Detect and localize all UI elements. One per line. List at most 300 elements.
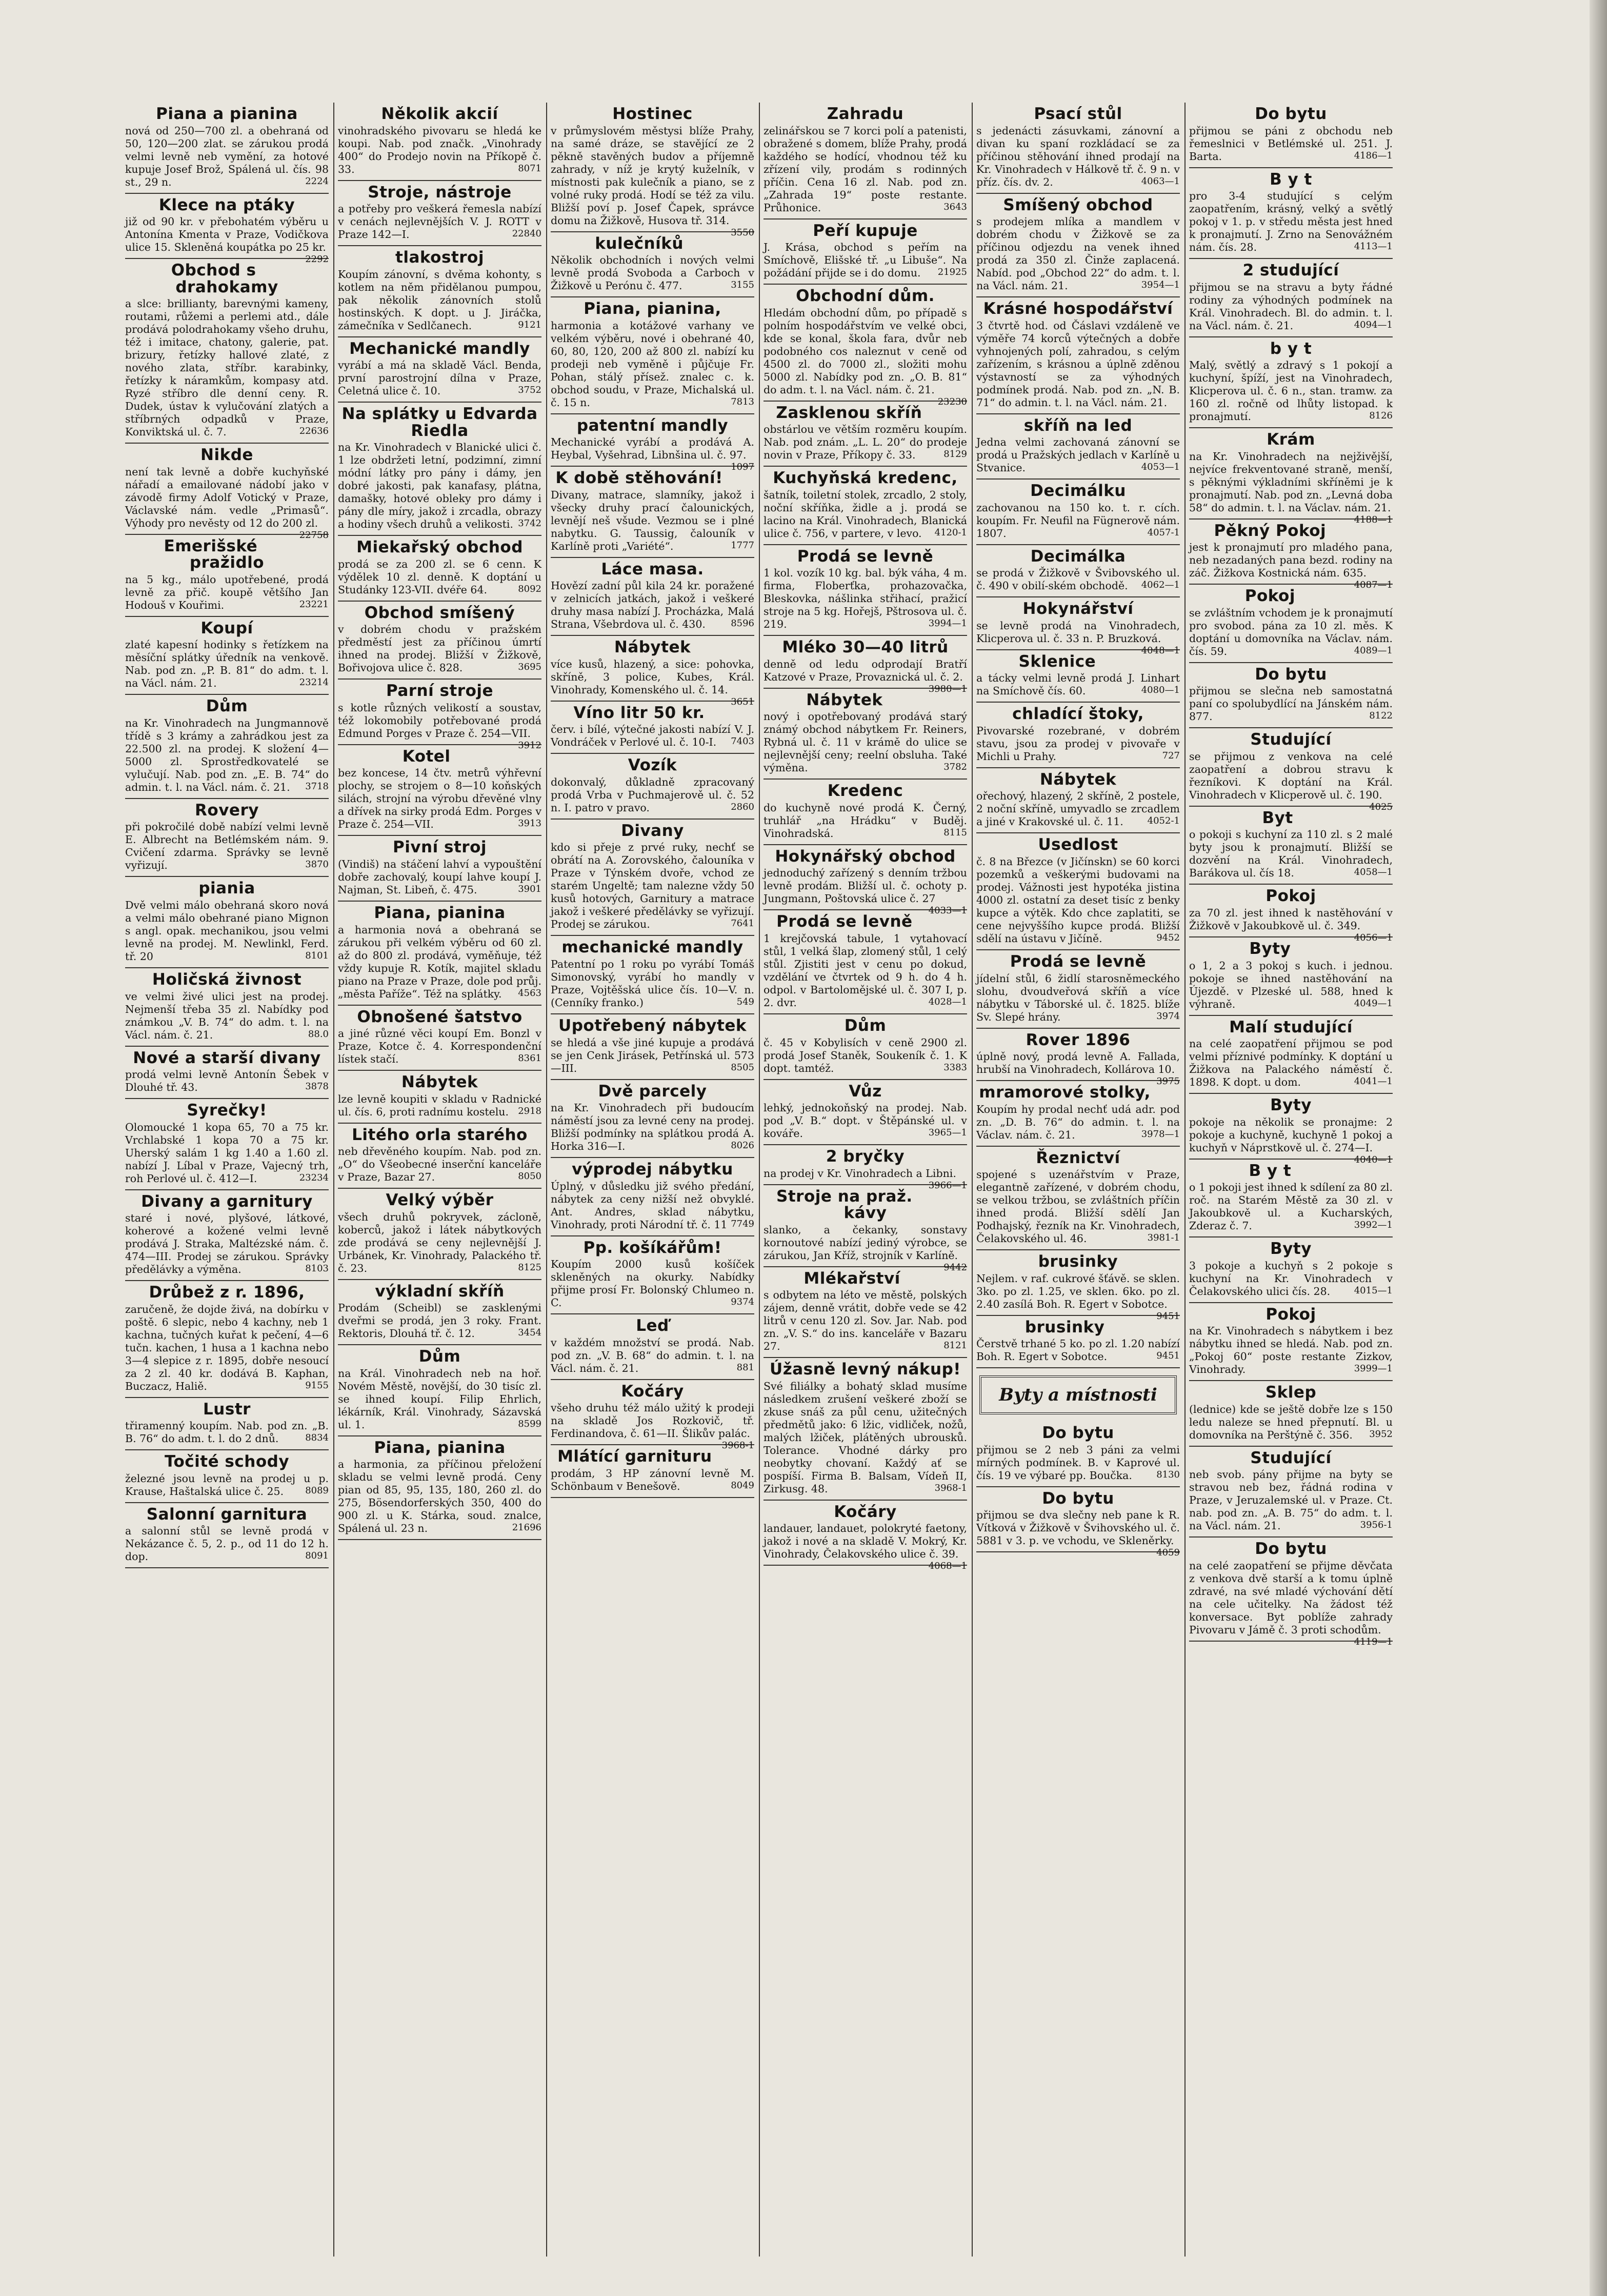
ad-number: 4119—1 (1354, 1636, 1393, 1647)
classified-ad (125, 103, 329, 194)
ad-text (976, 972, 1180, 1024)
ad-number: 4033—1 (928, 905, 967, 916)
ad-title: Nábytek (401, 1073, 478, 1092)
ad-title: Peří kupuje (813, 221, 918, 240)
classified-ad (125, 968, 329, 1047)
ad-text (764, 1223, 967, 1273)
ad-number: 8596 (731, 618, 754, 629)
ad-number: 4113—1 (1354, 241, 1393, 252)
ad-text (1189, 281, 1393, 332)
classified-ad (338, 1436, 541, 1541)
ad-body: Koupím zánovní, s dvěma kohonty, s kotlem na něm přidělanou pumpou, pak několik zánovních stolů hostinských. K dopt. u J. Jiráčka, zámečníka v Sedlčanech. (338, 268, 541, 332)
ad-number: 8049 (731, 1480, 754, 1491)
classified-ad (551, 297, 754, 414)
ad-body: ořechový, hlazený, 2 skříně, 2 postele, 2 noční skříně, umyvadlo se zrcadlem a jiné v Krakovské ul. č. 11. (976, 790, 1180, 828)
classified-ad (1189, 337, 1393, 429)
column-divider (333, 103, 334, 2257)
ad-title: Víno litr 50 kr. (573, 703, 705, 722)
ad-title: Pp. košíkářům! (583, 1238, 722, 1257)
ad-text (125, 573, 329, 612)
ad-number: 3965—1 (928, 1127, 967, 1139)
ad-body: dokonvalý, důkladně zpracovaný prodá Vrba v Puchmajerově ul. č. 52 n. I. patro v pravo. (551, 775, 754, 814)
ad-body: zachovanou na 150 ko. t. r. cích. koupím. Fr. Neufil na Fügnerově nám. 1807. (976, 501, 1180, 540)
section-heading-box: Byty a místnosti (979, 1375, 1177, 1414)
ad-text (976, 1050, 1180, 1087)
ad-number: 4025 (1369, 801, 1393, 812)
ad-body: Čerstvě trhané 5 ko. po zl. 1.20 nabízí Boh. R. Egert v Sobotce. (976, 1337, 1180, 1363)
ad-title: piania (198, 879, 255, 898)
classified-ad (125, 1190, 329, 1282)
ad-title: Obnošené šatstvo (357, 1007, 523, 1026)
ad-body: Divany, matrace, slamníky, jakož i všecky druhy prací čalounických, levnějí neš všude. Vezmou se i plné nabytku. G. Taussig, čalouník v Karlíně proti „Variété“. (551, 488, 754, 552)
ad-number: 8599 (518, 1418, 541, 1429)
ad-body: pokoje na několik se pronajme: 2 pokoje a kuchyně, kuchyně 1 pokoj a kuchyň v Náprstkově ul. č. 274—I. (1189, 1115, 1393, 1154)
ad-title: Láce masa. (601, 560, 704, 578)
ad-body: Hovězí zadní půl kila 24 kr. poražené v zelnicích jatkách, jakož i veškeré druhy masa nabízí J. Procházka, Malá Strana, Všebrdova ul. č. 430. (551, 580, 754, 631)
ad-text (551, 1258, 754, 1309)
classified-ad (976, 1250, 1180, 1322)
ad-body: neb dřevěného koupím. Nab. pod zn. „O“ do Všeobecné inserční kanceláře v Praze, Bazar 27. (338, 1145, 541, 1184)
ad-title: Nikde (200, 446, 253, 465)
ad-title: 2 studující (1242, 261, 1339, 280)
classified-ad (551, 1445, 754, 1498)
column-divider (759, 103, 760, 2257)
classified-ad (764, 1014, 967, 1080)
ad-number: 8505 (731, 1062, 754, 1073)
ad-body: Pivovarské rozebrané, v dobrém stavu, jsou za prodej v pivovaře v Michli u Prahy. (976, 724, 1180, 763)
ad-body: v každém množství se prodá. Nab. pod zn. „V. B. 68“ do admin. t. l. na Václ. nám. č. 21. (551, 1336, 754, 1374)
ad-number: 4028—1 (928, 996, 967, 1008)
ad-text (338, 1367, 541, 1431)
ad-number: 22840 (512, 228, 541, 239)
ad-text (551, 124, 754, 238)
ad-text (125, 1212, 329, 1276)
ad-body: o 1 pokoji jest ihned k sdílení za 80 zl. roč. na Starém Městě za 30 zl. v Jakoubkově ul. a Kucharských, Zderaz č. 7. (1189, 1181, 1393, 1232)
ad-body: v dobrém chodu v pražském předměstí jest za příčinou úmrtí ihned na prodej. Bližší v Žižkově, Bořivojova ulice č. 828. (338, 623, 541, 674)
ad-title: Kočáry (834, 1502, 897, 1521)
ad-body: nová od 250—700 zl. a obehraná od 50, 120—200 zlat. se zárukou prodá velmi levně neb vymění, za hotové kupuje Josef Brož, Spálená ul. čís. 98 st., 29 n. (125, 124, 329, 188)
ad-number: 3155 (731, 279, 754, 291)
classified-ad (125, 444, 329, 541)
ad-text (1189, 1403, 1393, 1442)
ad-number: 3954—1 (1141, 279, 1180, 291)
classified-ad (125, 1503, 329, 1569)
ad-body: se levně prodá na Vinohradech, Klicperova ul. č. 33 n. P. Bruzková. (976, 619, 1180, 645)
classified-ad (338, 836, 541, 902)
ad-title: Syrečky! (187, 1101, 267, 1120)
classified-ad (764, 285, 967, 407)
classified-ad (1189, 520, 1393, 591)
classified-ad (1189, 103, 1393, 168)
ad-title: Krám (1267, 430, 1315, 449)
ad-number: 4059 (1156, 1547, 1180, 1559)
ad-number: 8122 (1369, 710, 1393, 722)
ad-text (976, 1168, 1180, 1245)
classified-ad (976, 297, 1180, 414)
classified-ad (125, 194, 329, 265)
classified-ad (338, 1006, 541, 1071)
ad-text (125, 1525, 329, 1563)
ad-text (764, 802, 967, 840)
ad-body: se zvláštním vchodem je k pronajmutí pro svobod. pána za 10 zl. měs. K doptání u domovníka na Václav. nám. čís. 59. (1189, 606, 1393, 657)
ad-title: Prodá se levně (797, 547, 934, 566)
ad-title: Do bytu (1255, 1540, 1327, 1559)
ad-text (764, 1522, 967, 1572)
classified-ad (764, 780, 967, 845)
classified-ad (551, 1380, 754, 1451)
ad-body: Úplný, v důsledku již svého předání, nábytek za ceny nižší než obvyklé. Ant. Andres, sklad nábytku, Vinohrady, proti Národní tř. č. 11 (551, 1180, 754, 1231)
ad-number: 2860 (731, 801, 754, 812)
ad-body: (lednice) kde se ještě dobře lze s 150 ledu naleze se hned přepnutí. Bl. u domovníka na Perštýně č. 356. (1189, 1403, 1393, 1441)
ad-number: 3994—1 (928, 618, 967, 629)
classified-ad (338, 1345, 541, 1436)
ad-text (338, 1027, 541, 1066)
classified-ad (764, 545, 967, 636)
column-divider (1184, 103, 1186, 2257)
ad-number: 3901 (518, 884, 541, 895)
ad-title: Piana, pianina, (584, 300, 721, 318)
ad-number: 1777 (731, 540, 754, 551)
ad-number: 3651 (731, 696, 754, 707)
ad-number: 3978—1 (1141, 1128, 1180, 1140)
ad-text (551, 1180, 754, 1231)
ad-title: Koupí (200, 618, 253, 637)
classified-ad (1189, 1016, 1393, 1094)
classified-ad (976, 768, 1180, 834)
ad-body: nový i opotřebovaný prodává starý známý obchod nábytkem Fr. Reiners, Rybná ul. č. 11 v krámě do ulice se nejlevnější ceny; reelní obsluha. Také výměna. (764, 710, 967, 774)
ad-text (551, 958, 754, 1009)
classified-ad (976, 1316, 1180, 1369)
column-6 (1187, 103, 1395, 2257)
ad-body: se hledá a vše jiné kupuje a prodává se jen Cenk Jirásek, Petřínská ul. 573—III. (551, 1036, 754, 1074)
ad-text (976, 567, 1180, 592)
ad-number: 21696 (512, 1522, 541, 1533)
ad-body: a jiné různé věci koupí Em. Bonzl v Praze, Kotce č. 4. Korrespondenční lístek stačí. (338, 1027, 541, 1066)
ad-title: Hokynářství (1022, 600, 1134, 618)
ad-title: B y t (1270, 170, 1312, 189)
ad-body: na Král. Vinohradech neb na hoř. Novém Městě, novější, do 30 tisíc zl. se ihned koupí. Filip Ehrlich, lékárník, Král. Vinohrady, Sázavská ul. 1. (338, 1367, 541, 1431)
ad-body: a tácky velmi levně prodá J. Linhart na Smíchově čís. 60. (976, 672, 1180, 697)
ad-number: 22758 (299, 529, 329, 541)
classified-ad (551, 1236, 754, 1315)
ad-number: 4049—1 (1354, 997, 1393, 1009)
ad-number: 3782 (943, 762, 967, 773)
classified-ad (125, 259, 329, 444)
ad-text (976, 1444, 1180, 1482)
ad-title: Dvě parcely (598, 1082, 707, 1101)
ad-title: Malí studující (1229, 1017, 1353, 1036)
ad-number: 3999—1 (1354, 1363, 1393, 1374)
classified-ad (764, 636, 967, 694)
ad-number: 4063—1 (1141, 175, 1180, 187)
classified-ad (976, 650, 1180, 703)
ad-body: pro 3-4 studující s celým zaopatřením, krásný, velký a světlý pokoj v 1. p. v středu města jest hned k pronajmutí. J. Zrno na Senovážném nám. čís. 28. (1189, 190, 1393, 254)
ad-number: 3974 (1156, 1010, 1180, 1022)
classified-ad (976, 1487, 1180, 1559)
ad-number: 4186—1 (1354, 150, 1393, 161)
ad-text (764, 423, 967, 462)
ad-body: Nejlem. v raf. cukrové šťávě. se sklen. 3ko. po zl. 1.25, ve sklen. 6ko. po zl. 2.40 zasílá Boh. R. Egert v Sobotce. (976, 1272, 1180, 1310)
ad-text (338, 125, 541, 176)
ad-number: 4068—1 (928, 1561, 967, 1572)
ad-title: Klece na ptáky (158, 195, 295, 214)
classified-ad (976, 1081, 1180, 1147)
ad-number: 23230 (937, 396, 967, 407)
ad-number: 7403 (731, 736, 754, 747)
ad-title: Parní stroje (386, 682, 494, 701)
ad-title: Smíšený obchod (1003, 195, 1153, 214)
classified-ad (764, 1267, 967, 1359)
ad-title: Piana, pianina (374, 1438, 506, 1457)
ad-body: na 5 kg., málo upotřebené, prodá levně za přič. koupě většího Jan Hodouš v Kouřimi. (125, 573, 329, 611)
classified-ad (764, 1501, 967, 1572)
ad-number: 8089 (305, 1485, 329, 1496)
ad-body: na Kr. Vinohradech na Jungmannově třídě s 3 krámy a zahrádkou jest za 22.500 zl. na prodej. K složení 4—5000 zl. Sprostředkovatelé se vylučují. Nab. pod zn. „E. B. 74“ do admin. t. l. na Václ. nám. č. 21. (125, 716, 329, 793)
ad-text (1189, 359, 1393, 423)
ad-body: bez koncese, 14 čtv. metrů výhřevní plochy, se strojem o 8—10 koňských silách, strojní na výrobu dřevěné vlny a dřívek na sirky prodá Edm. Porges v Praze č. 254—VII. (338, 767, 541, 831)
ad-title: Prodá se levně (1010, 952, 1147, 971)
ad-title: Holičská živnost (152, 970, 302, 989)
classified-ad (1189, 663, 1393, 729)
ad-text (551, 489, 754, 553)
ad-body: všech druhů pokryvek, zácloně, koberců, jakož i látek nábytkových zde prodává se ceny nejlevnější J. Urbánek, Kr. Vinohrady, Palackého tř. č. 23. (338, 1210, 541, 1274)
ad-number: 8092 (518, 583, 541, 594)
ad-number: 3913 (518, 818, 541, 829)
ad-body: zlaté kapesní hodinky s řetízkem na měsíční splátky úředník na venkově. Nab. pod zn. „P. B. 81“ do adm. t. l. na Václ. nám. 21. (125, 638, 329, 690)
ad-title: Pokoj (1265, 887, 1316, 906)
classified-ad (764, 1185, 967, 1273)
ad-title: Mlékařství (804, 1269, 900, 1288)
ad-number: 4053—1 (1141, 462, 1180, 473)
ad-text (125, 297, 329, 438)
ad-body: obstárlou ve větším rozměru koupím. Nab. pod znám. „L. L. 20“ do prodeje novin v Praze, Příkopy č. 33. (764, 423, 967, 462)
ad-number: 4058—1 (1354, 867, 1393, 878)
ad-body: přijmou se slečna neb samostatná paní co spolubydlící na Jánském nám. 877. (1189, 685, 1393, 723)
ad-number: 3550 (731, 227, 754, 238)
ad-text (1189, 125, 1393, 163)
ad-number: 8125 (518, 1262, 541, 1273)
classified-ad (976, 414, 1180, 480)
ad-body: na celé zaopatření se přijme děvčata z venkova dvě starší a k tomu úplně zdravé, na své mladé výchování dětí na cele učitelky. Na žádost též konversace. Byt poblíže zahrady Pivovaru v Jámě č. 3 proti schodům. (1189, 1559, 1393, 1636)
ad-title: Decimálku (1030, 482, 1126, 501)
classified-ad (976, 103, 1180, 194)
ad-title: Pivní stroj (392, 838, 487, 857)
classified-ad (976, 597, 1180, 656)
ad-body: přijmou se na stravu a byty řádné rodiny za výhodných podmínek na Král. Vinohradech. Bl. do admin. t. l. na Václ. nám. č. 21. (1189, 281, 1393, 332)
ad-title: Drůbež z r. 1896, (149, 1283, 305, 1302)
ad-body: harmonia a kotážové varhany ve velkém výběru, nové i obehrané 40, 60, 80, 120, 200 až 800 zl. nabízí ku prodeji neb vyměně i půjčuje Fr. Pohan, stálý přísež. znalec c. k. obchod soudu, v Praze, Michalská ul. č. 15 n. (551, 319, 754, 409)
ad-text (976, 1509, 1180, 1559)
ad-body: vinohradského pivovaru se hledá ke koupi. Nab. pod značk. „Vinohrady 400“ do Prodejo novin na Příkopě č. 33. (338, 124, 541, 175)
ad-title: Obchodní dům. (796, 287, 935, 306)
ad-number: 3752 (518, 385, 541, 396)
ad-text (125, 1068, 329, 1094)
classified-ad (1189, 885, 1393, 944)
ad-title: Kredenc (827, 782, 903, 801)
ad-text (1189, 1468, 1393, 1532)
ad-body: přijmou se páni z obchodu neb řemeslnici v Betlémské ul. 251. J. Barta. (1189, 124, 1393, 163)
classified-ad (338, 1189, 541, 1280)
ad-number: 4048—1 (1141, 645, 1180, 656)
ad-number: 3454 (518, 1327, 541, 1339)
ad-body: jídelní stůl, 6 židlí starosněmeckého slohu, dvoudveřová skříň a více nábytku v Táborské ul. č. 1825. blíže Sv. Slepé hrány. (976, 972, 1180, 1023)
column-5 (974, 103, 1182, 2257)
ad-number: 3975 (1156, 1076, 1180, 1087)
ad-number: 3956-1 (1360, 1520, 1393, 1531)
ad-title: Nábytek (806, 690, 883, 709)
classified-ad (1189, 168, 1393, 259)
ad-number: 22636 (299, 426, 329, 437)
ad-title: 2 bryčky (826, 1147, 905, 1166)
classified-ad (551, 636, 754, 707)
classified-ad (764, 1358, 967, 1501)
classified-ad (125, 877, 329, 968)
ad-body: na Kr. Vinohradech na nejživější, nejvíce frekventované straně, menší, s pěknými výkladními skříněmi je k pronajmutí. Nab. pod zn. „Levná doba 58“ do admin. t. l. na Václav. nám. 21. (1189, 450, 1393, 514)
ad-body: do kuchyně nové prodá K. Černý, truhlář „na Hrádku“ v Buděj. Vinohradská. (764, 801, 967, 840)
ad-number: 8091 (305, 1550, 329, 1562)
ad-body: o 1, 2 a 3 pokoj s kuch. i jednou. pokoje se ihned nastěhování na Újezdě. v Plzeské ul. 588, hned k výhraně. (1189, 959, 1393, 1010)
ad-number: 8050 (518, 1171, 541, 1182)
ad-text (1189, 607, 1393, 658)
ad-body: spojené s uzenářstvím v Praze, elegantně zařízené, v dobrém chodu, se velkou tržbou, se zvláštních příčin ihned prodá. Bližší sdělí Jan Podhajský, řezník na Kr. Vinohradech, Čelakovského ul. 46. (976, 1168, 1180, 1245)
ad-title: Decimálka (1030, 547, 1126, 566)
ad-text (764, 1289, 967, 1353)
ad-number: 3952 (1369, 1428, 1393, 1440)
ad-body: vyrábí a má na skladě Václ. Benda, první parostrojní dílna v Praze, Celetná ulice č. 10. (338, 359, 541, 397)
ad-text (976, 502, 1180, 540)
ad-number: 3980—1 (928, 683, 967, 694)
ad-body: a potřeby pro veškerá řemesla nabízí v cenách nejlevnějších V. J. ROTT v Praze 142—I. (338, 203, 541, 241)
ad-title: Piana a pianina (156, 105, 298, 123)
classified-ad (551, 702, 754, 754)
ad-text (976, 672, 1180, 697)
ad-text (976, 1272, 1180, 1322)
ad-number: 8129 (943, 449, 967, 460)
ad-text (338, 359, 541, 397)
ad-body: lehký, jednokoňský na prodej. Nab. pod „V. B.“ dopt. v Štěpánské ul. v kováře. (764, 1102, 967, 1140)
ad-text (338, 1458, 541, 1535)
ad-title: Pokoj (1244, 587, 1295, 606)
classified-ad (764, 1080, 967, 1146)
ad-number: 4089—1 (1354, 645, 1393, 656)
classified-ad (1189, 1447, 1393, 1538)
ad-text (551, 723, 754, 749)
ad-body: jednoduchý zařízený s denním tržbou levně prodám. Bližší ul. č. ochoty p. Jungmann, Poštovská ulice č. 27 (764, 867, 967, 905)
ad-number: 8121 (943, 1340, 967, 1351)
classified-ad (338, 1071, 541, 1124)
classified-ad (125, 617, 329, 695)
ad-text (764, 1380, 967, 1495)
ad-body: přijmou se dva slečny neb pane k R. Vítková v Žižkově v Švihovského ul. č. 5881 v 3. p. ve vchodu, ve Skleněrky. (976, 1509, 1180, 1547)
ad-title: Obchod s drahokamy (171, 261, 278, 296)
ad-text (125, 125, 329, 189)
classified-ad (338, 181, 541, 247)
ad-number: 8103 (305, 1263, 329, 1274)
ad-text (1189, 541, 1393, 591)
ad-body: úplně nový, prodá levně A. Fallada, hrubší na Vinohradech, Kollárova 10. (976, 1050, 1180, 1076)
ad-body: všeho druhu též málo užitý k prodeji na skladě Jos Rozkovič, tř. Ferdinandova, č. 61—II. Šlikův palác. (551, 1402, 754, 1440)
ad-body: s prodejem mlíka a mandlem v dobrém chodu v Žižkově se za příčinou odjezdu na venek ihned prodá za 350 zl. Činže zaplacená. Nabíd. pod „Obchod 22“ do adm. t. l. na Václ. nám. 21. (976, 215, 1180, 292)
classified-ad (976, 1029, 1180, 1087)
ad-body: Několik obchodních i nových velmi levně prodá Svoboda a Carboch v Žižkově u Perónu č. 477. (551, 254, 754, 292)
ad-text (1189, 1559, 1393, 1647)
ad-number: 4041—1 (1354, 1076, 1393, 1087)
ad-text (338, 441, 541, 531)
ad-number: 7749 (731, 1218, 754, 1229)
ad-text (551, 436, 754, 473)
ad-title: Zahradu (827, 105, 904, 123)
column-1 (123, 103, 331, 2257)
ad-text (976, 320, 1180, 409)
ad-text (764, 932, 967, 1009)
ad-number: 7641 (731, 918, 754, 929)
classified-ad (976, 703, 1180, 768)
ad-text (1189, 828, 1393, 880)
ad-title: Prodá se levně (776, 912, 913, 931)
ad-text (338, 924, 541, 1001)
classified-ad (976, 545, 1180, 598)
ad-number: 7813 (731, 396, 754, 407)
ad-number: 2292 (305, 254, 329, 265)
ad-body: a slce: brillianty, barevnými kameny, routami, růžemi a perlemi atd., dále prodává polodrahokamy všeho druhu, též i imitace, chatony, galerie, pat. brizury, řetízky hallové zlaté, z nového zlata, stříbr. karabinky, řetízky k náramkům, kompasy atd. Ryzé stříbro dle denní ceny. R. Dudek, ústav k vylučování zlatých a stříbrných odpadků v Praze, Konviktská ul. č. 7. (125, 297, 329, 438)
ad-title: Mlátící garnituru (557, 1447, 712, 1466)
classified-ad (976, 480, 1180, 545)
ad-title: Miekařský obchod (356, 538, 523, 557)
ad-title: Stroje, nástroje (368, 183, 512, 202)
ad-text (1189, 1260, 1393, 1298)
ad-text (551, 841, 754, 931)
classified-ad (764, 219, 967, 285)
ad-body: (Vindiš) na stáčení lahví a vypouštění dobře zachovalý, koupí lahve koupí J. Najman, St. Libeň, č. 475. (338, 858, 541, 896)
ad-body: prodá velmi levně Antonín Šebek v Dlouhé tř. 43. (125, 1068, 329, 1094)
ad-text (1189, 1181, 1393, 1232)
ad-body: Hledám obchodní dům, po případě s polním hospodářstvím ve velké obci, kde se konal, škola fara, dvůr neb podobného cos naleznut v ceně od 4500 zl. do 7000 zl., složiti mohu 5000 zl. Nabídky pod zn. „O. B. 81“ do adm. t. l. na Václ. nám. č. 21. (764, 306, 967, 396)
column-divider (972, 103, 973, 2257)
classified-ad (551, 467, 754, 558)
ad-text (976, 125, 1180, 189)
ad-body: železné jsou levně na prodej u p. Krause, Haštalská ulice č. 25. (125, 1472, 329, 1498)
ad-title: b y t (1270, 339, 1312, 358)
ad-body: 1 kol. vozík 10 kg. bal. býk váha, 4 m. firma, Floberťka, prohazovačka, Bleskovka, nášlinka střihací, pražicí stroje na 5 kg. Hořejš, Pštrosova ul. č. 219. (764, 567, 967, 631)
ad-body: lze levně koupiti v skladu v Radnické ul. čís. 6, proti radnímu kostelu. (338, 1092, 541, 1118)
ad-text (764, 1102, 967, 1140)
classified-ad (338, 337, 541, 403)
ad-number: 23221 (299, 598, 329, 610)
ad-body: 1 krejčovská tabule, 1 vytahovací stůl, 1 velká šlap, zlomený stůl, 1 celý stůl. Zjistiti jest v cenu po dokud, vzdělání ve čtvrtek od 9 h. do 4 h. odpol. v Bartolomějské ul. č. 307 I, p. 2. dvr. (764, 932, 967, 1009)
ad-title: Pokoj (1265, 1305, 1316, 1324)
ad-text (764, 1167, 967, 1191)
classified-ad (125, 1099, 329, 1190)
ad-text (1189, 960, 1393, 1011)
classified-ad (551, 754, 754, 820)
ad-body: a harmonia nová a obehraná se zárukou při velkém výběru od 60 zl. až do 800 zl. prodává, vyměňuje, též vždy kupuje R. Kotík, majitel skladu piano na Praze v Praze, dole pod průj. „města Paříže“. Též na splátky. (338, 923, 541, 1000)
ad-title: Dům (206, 697, 248, 716)
ad-body: slanko, a čekanky, sonstavy kornoutové nabízí jediný výrobce, se zárukou, Jan Kříž, strojník v Karlíně. (764, 1223, 967, 1262)
ad-title: Do bytu (1042, 1489, 1114, 1508)
ad-text (764, 567, 967, 631)
ad-number: 4087—1 (1354, 580, 1393, 591)
classified-ad (125, 1047, 329, 1100)
classified-ad (1189, 728, 1393, 812)
ad-body: Své filiálky a bohatý sklad musíme následkem zrušení veškeré zboží se zkuse snáš za půl cenu, užitečných předmětů jako: 6 lžic, vidliček, nožů, malých lžiček, plátěných ubrousků. Tolerance. Vhodné dárky pro neobytky chovaní. Každý ať se pospíší. Firma B. Balsam, Vídeň II, Zirkusg. 48. (764, 1380, 967, 1495)
ad-number: 2918 (518, 1105, 541, 1116)
classified-ad (338, 403, 541, 536)
ad-body: se přijmou z venkova na celé zaopatření a dobrou stravu k řezníkovi. K doptání na Král. Vinohradech v Klicperově ul. č. 190. (1189, 750, 1393, 801)
ad-title: Vůz (849, 1082, 882, 1101)
ad-text (338, 1093, 541, 1119)
ad-number: 3968-1 (934, 1482, 967, 1493)
classified-ad (1189, 807, 1393, 885)
